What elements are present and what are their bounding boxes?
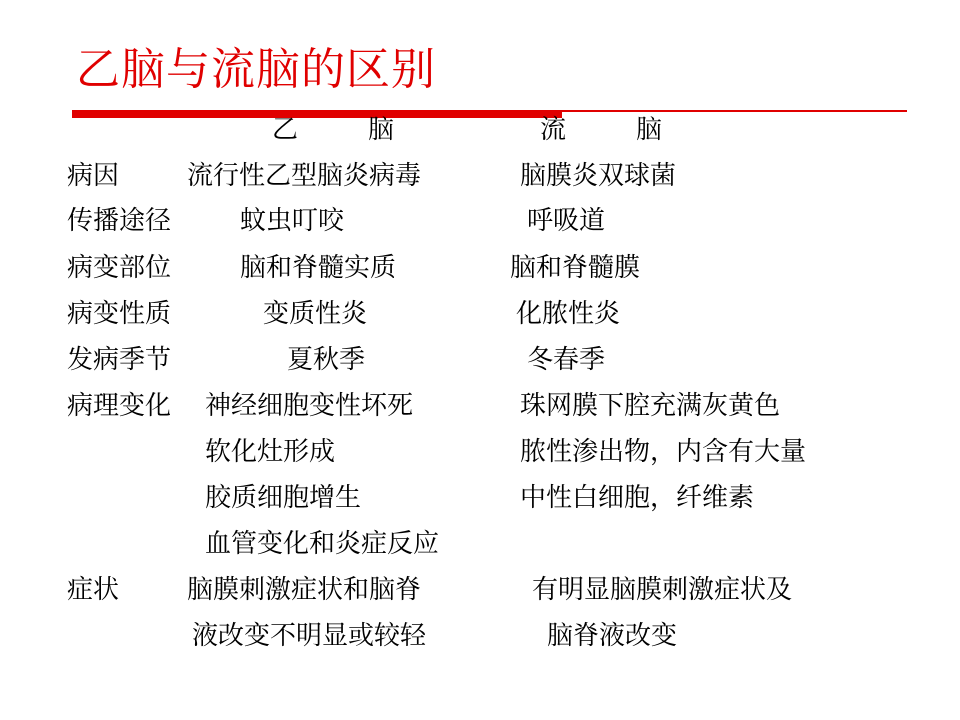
row-transmission-col1: 蚊虫叮咬 xyxy=(240,206,345,236)
row-pathology-col1-line4: 血管变化和炎症反应 xyxy=(205,529,440,559)
header-col2-char1: 流 xyxy=(540,115,567,145)
row-pathology-col2-line2: 脓性渗出物，内含有大量 xyxy=(520,437,807,467)
row-lesion-nature-col1: 变质性炎 xyxy=(263,299,368,329)
row-lesion-site-col2: 脑和脊髓膜 xyxy=(510,253,641,283)
row-label-lesion-site: 病变部位 xyxy=(67,253,172,283)
row-label-season: 发病季节 xyxy=(67,345,172,375)
row-lesion-nature-col2: 化脓性炎 xyxy=(516,299,621,329)
row-cause-col1: 流行性乙型脑炎病毒 xyxy=(187,161,422,191)
page-title: 乙脑与流脑的区别 xyxy=(76,44,436,95)
title-underline-thick xyxy=(72,111,562,118)
header-col1-char1: 乙 xyxy=(272,115,299,145)
row-transmission-col2: 呼吸道 xyxy=(527,206,606,236)
row-symptoms-col2-line2: 脑脊液改变 xyxy=(547,621,678,651)
row-pathology-col1-line3: 胶质细胞增生 xyxy=(205,483,362,513)
row-label-lesion-nature: 病变性质 xyxy=(67,299,172,329)
header-col2-char2: 脑 xyxy=(636,115,663,145)
row-pathology-col1-line2: 软化灶形成 xyxy=(205,437,336,467)
row-label-symptoms: 症状 xyxy=(67,575,120,605)
row-season-col1: 夏秋季 xyxy=(287,345,366,375)
row-season-col2: 冬春季 xyxy=(527,345,606,375)
row-label-transmission: 传播途径 xyxy=(67,206,172,236)
row-cause-col2: 脑膜炎双球菌 xyxy=(520,161,677,191)
row-label-cause: 病因 xyxy=(67,161,120,191)
row-symptoms-col2-line1: 有明显脑膜刺激症状及 xyxy=(532,575,793,605)
row-symptoms-col1-line2: 液改变不明显或较轻 xyxy=(192,621,427,651)
header-col1-char2: 脑 xyxy=(368,115,395,145)
row-pathology-col2-line1: 珠网膜下腔充满灰黄色 xyxy=(520,391,781,421)
row-label-pathology: 病理变化 xyxy=(67,391,172,421)
row-pathology-col2-line3: 中性白细胞，纤维素 xyxy=(520,483,755,513)
row-pathology-col1-line1: 神经细胞变性坏死 xyxy=(205,391,414,421)
row-symptoms-col1-line1: 脑膜刺激症状和脑脊 xyxy=(187,575,422,605)
row-lesion-site-col1: 脑和脊髓实质 xyxy=(240,253,397,283)
